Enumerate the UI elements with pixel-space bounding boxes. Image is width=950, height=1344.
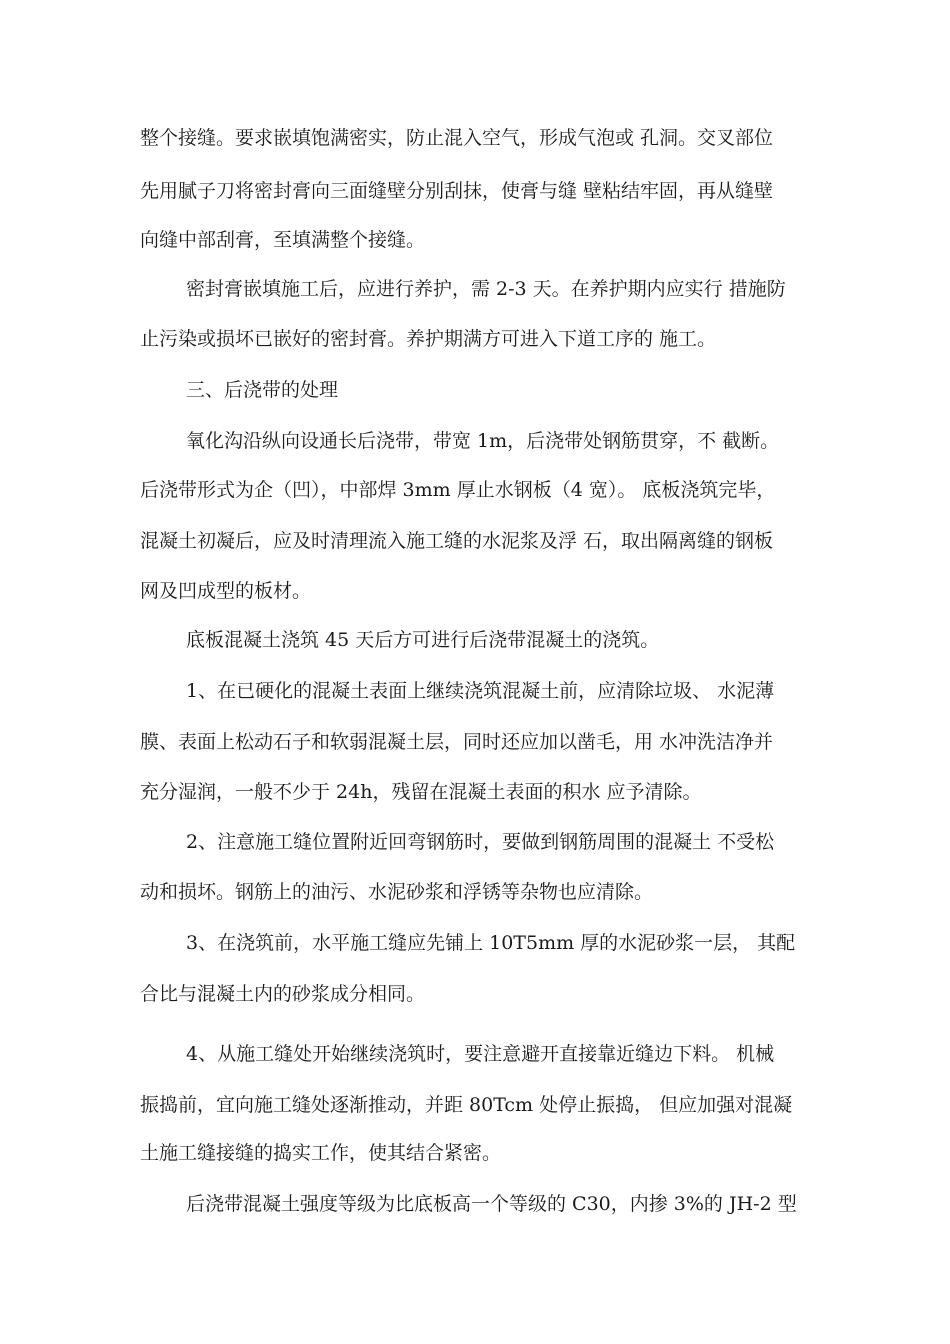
list-item-line: 动和损坏。钢筋上的油污、水泥砂浆和浮锈等杂物也应清除。 bbox=[140, 881, 654, 903]
list-item-line: 合比与混凝土内的砂浆成分相同。 bbox=[140, 983, 426, 1005]
list-item-line: 1、在已硬化的混凝土表面上继续浇筑混凝土前，应清除垃圾、 水泥薄 bbox=[186, 680, 775, 702]
list-item-line: 充分湿润，一般不少于 24h，残留在混凝土表面的积水 应予清除。 bbox=[140, 781, 702, 803]
paragraph-line: 先用腻子刀将密封膏向三面缝壁分别刮抹，使膏与缝 壁粘结牢固，再从缝壁 bbox=[140, 180, 774, 202]
list-item-line: 2、注意施工缝位置附近回弯钢筋时，要做到钢筋周围的混凝土 不受松 bbox=[186, 831, 775, 853]
paragraph-line: 向缝中部刮膏，至填满整个接缝。 bbox=[140, 229, 426, 251]
paragraph-line: 底板混凝土浇筑 45 天后方可进行后浇带混凝土的浇筑。 bbox=[186, 629, 660, 651]
paragraph-line: 后浇带混凝土强度等级为比底板高一个等级的 C30，内掺 3%的 JH-2 型 bbox=[186, 1193, 797, 1215]
list-item-line: 膜、表面上松动石子和软弱混凝土层，同时还应加以凿毛，用 水冲洗洁净并 bbox=[140, 731, 774, 753]
paragraph-line: 整个接缝。要求嵌填饱满密实，防止混入空气，形成气泡或 孔洞。交叉部位 bbox=[140, 127, 774, 149]
paragraph-line: 止污染或损坏已嵌好的密封膏。养护期满方可进入下道工序的 施工。 bbox=[140, 328, 717, 350]
paragraph-line: 后浇带形式为企（凹），中部焊 3mm 厚止水钢板（4 宽）。 底板浇筑完毕， bbox=[140, 479, 776, 501]
list-item-line: 4、从施工缝处开始继续浇筑时，要注意避开直接靠近缝边下料。 机械 bbox=[186, 1043, 775, 1065]
paragraph-line: 混凝土初凝后，应及时清理流入施工缝的水泥浆及浮 石，取出隔离缝的钢板 bbox=[140, 530, 774, 552]
section-heading: 三、后浇带的处理 bbox=[186, 379, 339, 401]
paragraph-line: 密封膏嵌填施工后，应进行养护，需 2-3 天。在养护期内应实行 措施防 bbox=[186, 278, 786, 300]
list-item-line: 3、在浇筑前，水平施工缝应先铺上 10T5mm 厚的水泥砂浆一层， 其配 bbox=[186, 932, 796, 954]
list-item-line: 土施工缝接缝的捣实工作，使其结合紧密。 bbox=[140, 1142, 502, 1164]
paragraph-line: 网及凹成型的板材。 bbox=[140, 580, 312, 602]
list-item-line: 振捣前，宜向施工缝处逐渐推动，并距 80Tcm 处停止振捣， 但应加强对混凝 bbox=[140, 1094, 793, 1116]
paragraph-line: 氧化沟沿纵向设通长后浇带，带宽 1m，后浇带处钢筋贯穿，不 截断。 bbox=[186, 430, 780, 452]
